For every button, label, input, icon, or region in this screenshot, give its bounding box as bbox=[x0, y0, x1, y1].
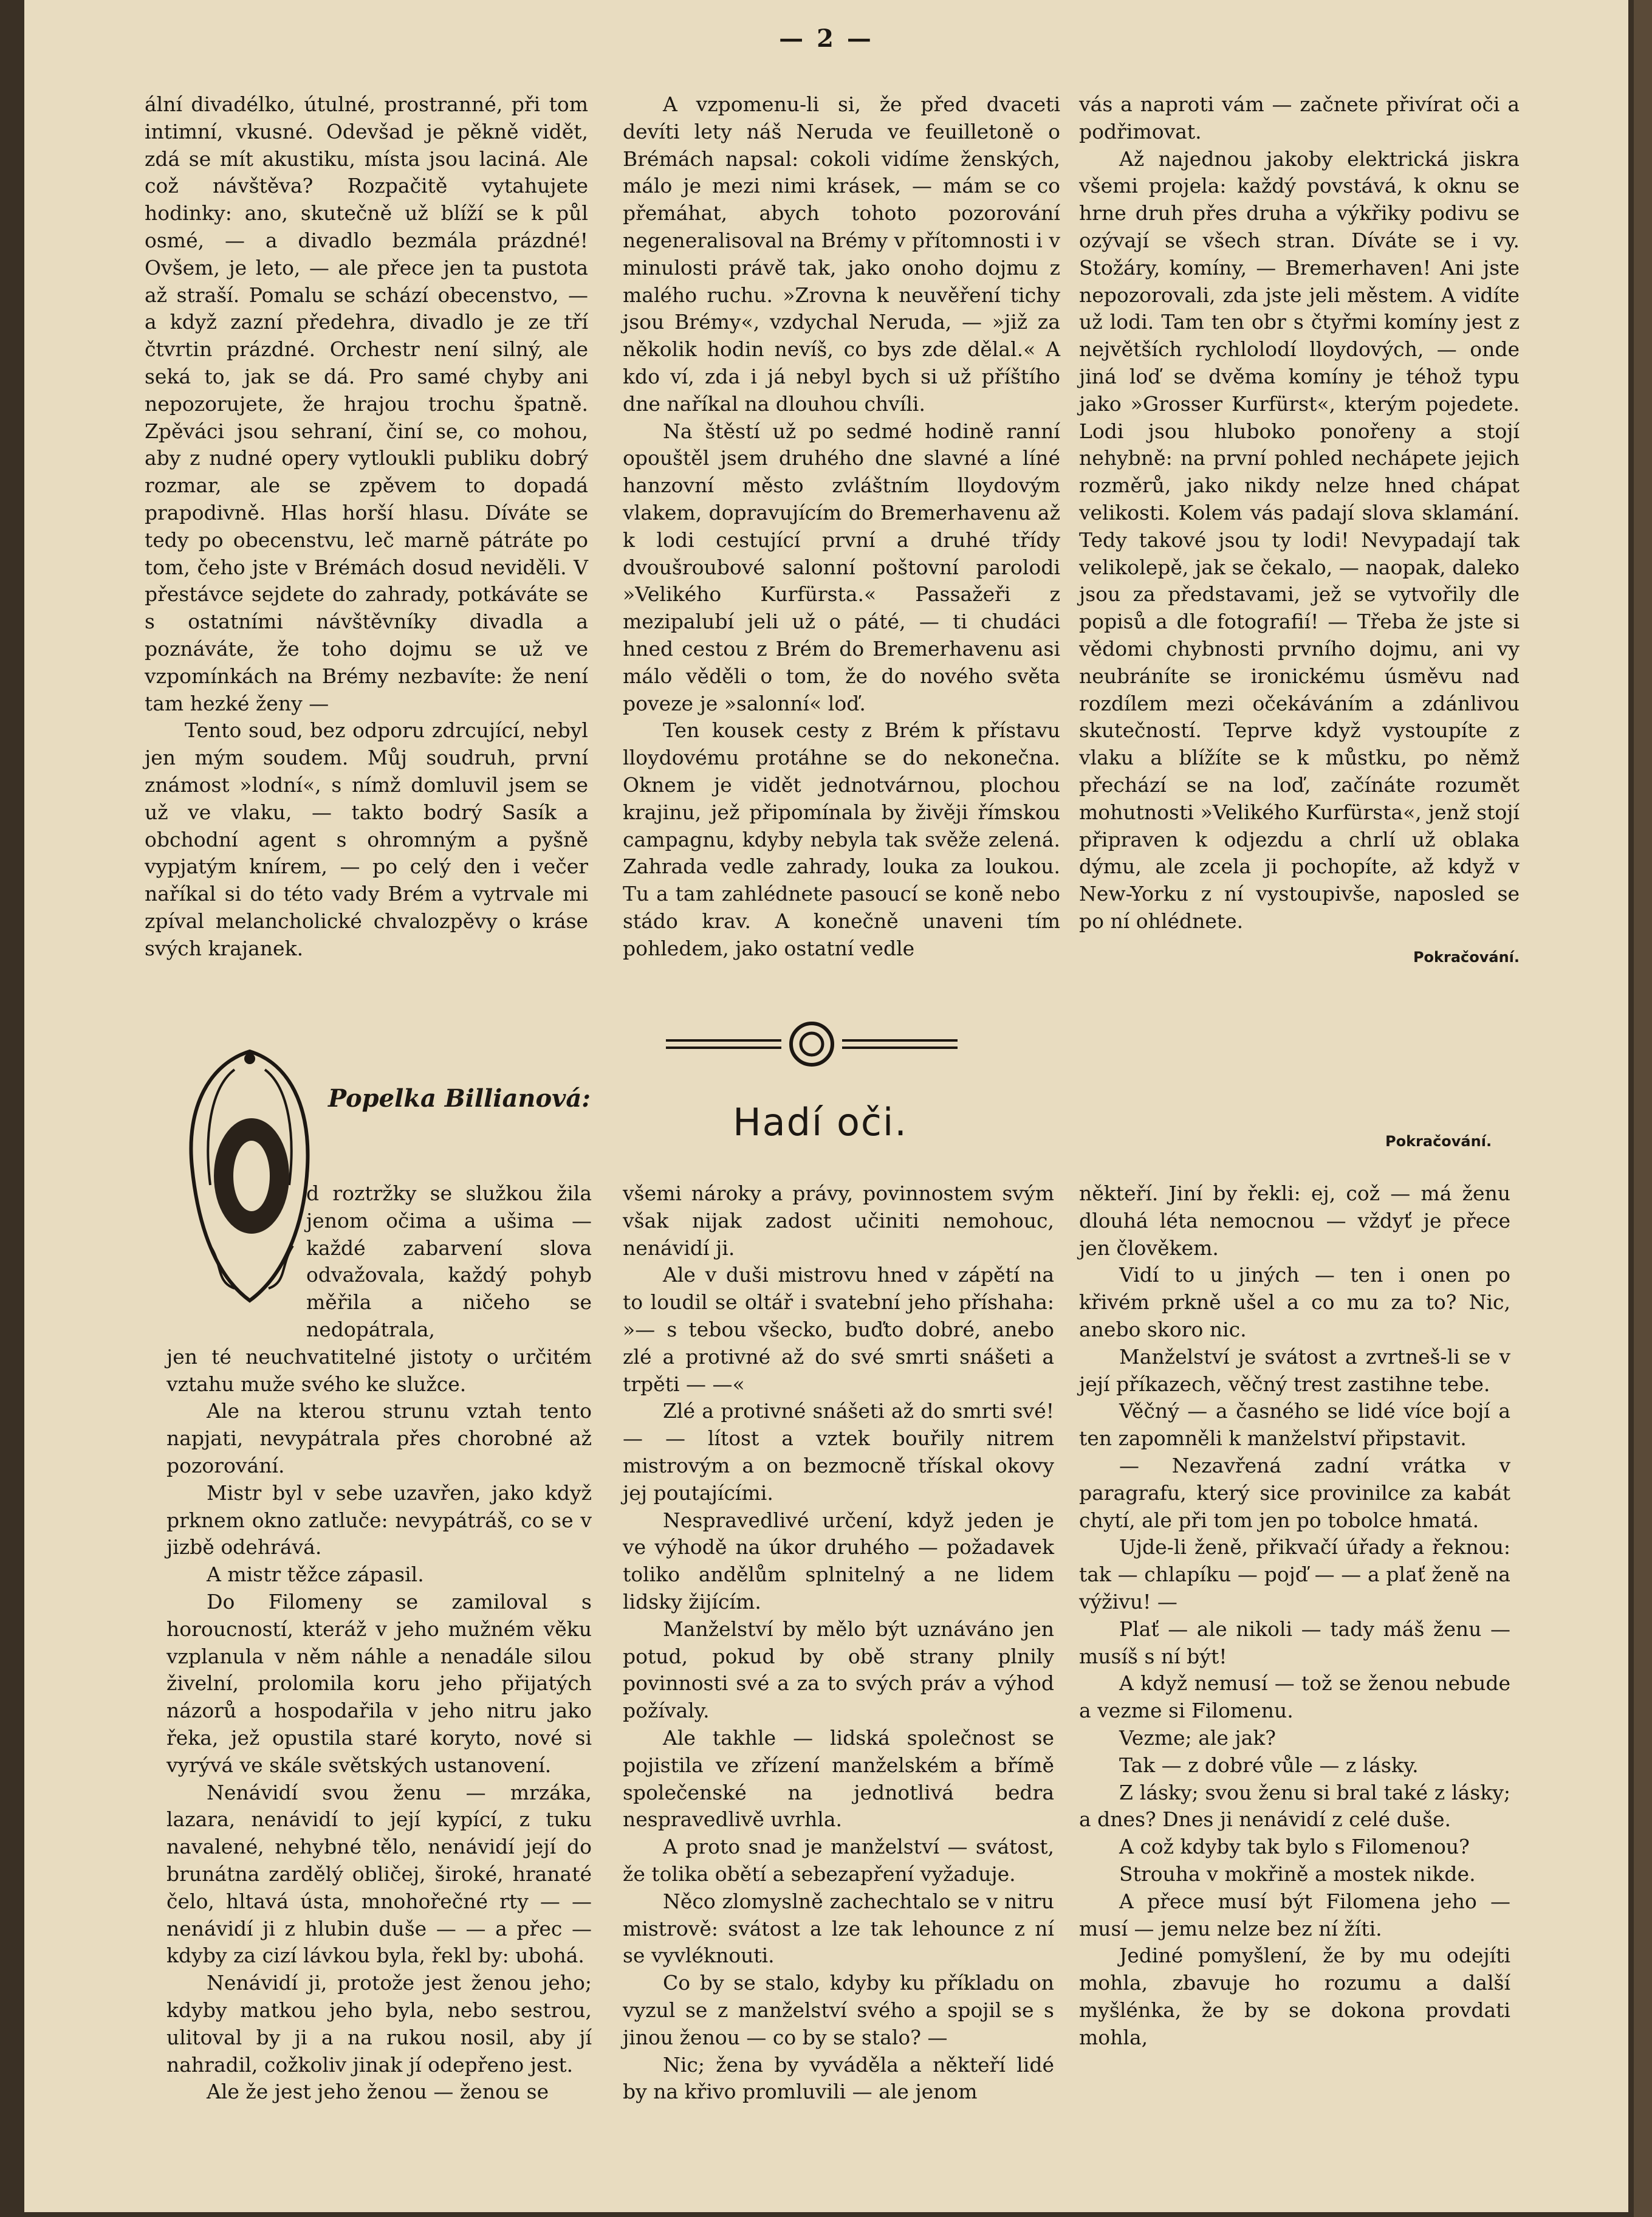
paragraph: Nenávidí svou ženu — mrzáka, lazara, nenávidí to její kypící, z tuku navalené, nehybné tělo, nenávidí její do brunátna zardělý obličej, široké, hranaté čelo, hltavá ústa, mnohořečné rty — — nenávidí ji z hlubin duše — — a přec — kdyby za cizí lávkou byla, řekl by: ubohá. bbox=[166, 1780, 592, 1968]
paragraph: A vzpomenu-li si, že před dvaceti devíti lety náš Neruda ve feuilletoně o Brémách napsal: cokoli vidíme ženských, málo je mezi nimi krásek, — mám se co přemáhat, abych tohoto pozorování negeneralisoval na Brémy v přítomnosti i v minulosti právě tak, jako onoho dojmu z malého ruchu. »Zrovna k neuvěření tichy jsou Brémy«, vzdychal Neruda, — »již za několik hodin nevíš, co bys zde dělal.« A kdo ví, zda i já nebyl bych si už příštího dne naříkal na dlouhou chvíli. bbox=[623, 92, 1060, 416]
upper-column-1 bbox=[145, 91, 588, 963]
paragraph: Ten kousek cesty z Brém k přístavu lloydovému protáhne se do nekonečna. Oknem je vidět jednotvárnou, plochou krajinu, jež připomínala by živěji římskou campagnu, kdyby nebyla tak svěže zelená. Zahrada vedle zahrady, louka za loukou. Tu a tam zahlédnete pasoucí se koně nebo stádo krav. A konečně unaveni tím pohledem, jako ostatní vedle bbox=[623, 718, 1060, 960]
paragraph: Nenávidí ji, protože jest ženou jeho; kdyby matkou jeho byla, nebo sestrou, ulitoval by ji a na rukou nosil, aby jí nahradil, cožkoliv jinak jí odepřeno jest. bbox=[166, 1971, 592, 2077]
paragraph: Tak — z dobré vůle — z lásky. bbox=[1119, 1753, 1419, 1777]
paragraph: Manželství by mělo být uznáváno jen potud, pokud by obě strany plnily povinnosti své a za to svých práv a výhod požívaly. bbox=[623, 1617, 1054, 1723]
page-number: — 2 — bbox=[779, 24, 874, 53]
paragraph: Věčný — a časného se lidé více bojí a ten zapomněli k manželství připstavit. bbox=[1079, 1399, 1510, 1451]
lower-column-3 bbox=[1079, 1180, 1510, 2052]
paragraph: Nic; žena by vyváděla a někteří lidé by na křivo promluvili — ale jenom bbox=[623, 2052, 1054, 2104]
page-edge bbox=[1634, 0, 1652, 2217]
continued-label: Pokračování. bbox=[1385, 1133, 1492, 1150]
divider-ornament bbox=[666, 1014, 958, 1074]
paragraph: A což kdyby tak bylo s Filomenou? bbox=[1119, 1835, 1470, 1859]
continuation-note: Pokračování. bbox=[1413, 948, 1520, 966]
paragraph: Ale že jest jeho ženou — ženou se bbox=[207, 2080, 549, 2104]
paragraph: jen té neuchvatitelné jistoty o určitém vztahu muže svého ke služce. bbox=[166, 1344, 592, 1396]
upper-column-3 bbox=[1079, 91, 1520, 971]
lower-column-2 bbox=[623, 1180, 1054, 2106]
paragraph: Vezme; ale jak? bbox=[1119, 1725, 1276, 1750]
paragraph: vás a naproti vám — začnete přivírat oči a podřimovat. bbox=[1079, 92, 1520, 143]
paragraph: Ale v duši mistrovu hned v zápětí na to loudil se oltář i svatební jeho příshaha: »— s tebou všecko, buďto dobré, anebo zlé a protivné až do své smrti snášeti a trpěti — —« bbox=[623, 1263, 1054, 1396]
paragraph: Na štěstí už po sedmé hodině ranní opouštěl jsem druhého dne slavné a líné hanzovní město zvláštním lloydovým vlakem, dopravujícím do Bremerhavenu až k lodi cestující první a druhé třídy dvoušroubové salonní poštovní parolodi »Velikého Kurfürsta.« Passažeři z mezipalubí jeli už o páté, — ti chudáci hned cestou z Brém do Bremerhavenu asi málo věděli o tom, že do nového světa poveze je »salonní« loď. bbox=[623, 419, 1060, 715]
paragraph: ální divadélko, útulné, prostranné, při tom intimní, vkusné. Odevšad je pěkně vidět, zdá se mít akustiku, místa jsou laciná. Ale což návštěva? Rozpačitě vytahujete hodinky: ano, skutečně už blíží se k půl osmé, — a divadlo bezmála prázdné! Ovšem, je leto, — ale přece jen ta pustota až straší. Pomalu se schází obecenstvo, — a když zazní předehra, divadlo je ze tří čtvrtin prázdné. Orchestr není silný, ale seká to, jak se dá. Pro samé chyby ani nepozorujete, že hrajou trochu špatně. Zpěváci jsou sehraní, činí se, co mohou, aby z nudné opery vytloukli publiku dobrý rozmar, ale se zpěvem to dopadá prapodivně. Hlas horší hlasu. Díváte se tedy po obecenstvu, leč marně pátráte po tom, čeho jste v Brémách dosud neviděli. V přestávce sejdete do zahrady, potkáváte se s ostatními návštěvníky divadla a poznáváte, že toho dojmu se už ve vzpomínkách na Brémy nezbavíte: že není tam hezké ženy — bbox=[145, 92, 588, 715]
paragraph: A když nemusí — tož se ženou nebude a vezme si Filomenu. bbox=[1079, 1671, 1510, 1723]
paragraph: A přece musí být Filomena jeho — musí — jemu nelze bez ní žíti. bbox=[1079, 1889, 1510, 1940]
paragraph: všemi nároky a právy, povinnostem svým však nijak zadost učiniti nemohouc, nenávidí ji. bbox=[623, 1181, 1054, 1260]
paragraph: Manželství je svátost a zvrtneš-li se v její příkazech, věčný trest zastihne tebe. bbox=[1079, 1344, 1510, 1396]
paragraph: — Nezavřená zadní vrátka v paragrafu, který sice provinilce za kabát chytí, ale při tom jen po tobolce hmatá. bbox=[1079, 1453, 1510, 1532]
lower-column-1 bbox=[166, 1180, 592, 2106]
story-title: Hadí oči. bbox=[733, 1100, 908, 1144]
paragraph: Mistr byl v sebe uzavřen, jako když prknem okno zatluče: nevypátráš, co se v jizbě odehrává. bbox=[166, 1480, 592, 1559]
paragraph: Ujde-li ženě, přikvačí úřady a řeknou: tak — chlapíku — pojď — — a plať ženě na výživu! — bbox=[1079, 1535, 1510, 1614]
paragraph: Ale takhle — lidská společnost se pojistila ve zřízení manželském a břímě společenské na jednotlivá bedra nespravedlivě uvrhla. bbox=[623, 1725, 1054, 1832]
paragraph: Z lásky; svou ženu si bral také z lásky; a dnes? Dnes ji nenávidí z celé duše. bbox=[1079, 1780, 1510, 1832]
paragraph: Jediné pomyšlení, že by mu odejíti mohla, zbavuje ho rozumu a další myšlénka, že by se dokona provdati mohla, bbox=[1079, 1944, 1510, 2049]
paragraph: Plať — ale nikoli — tady máš ženu — musíš s ní být! bbox=[1079, 1617, 1510, 1668]
paragraph: d roztržky se služkou žila jenom očima a ušima — každé zabarvení slova odvažovala, každý pohyb měřila a ničeho se nedopátrala, bbox=[306, 1181, 592, 1341]
paragraph: A mistr těžce zápasil. bbox=[207, 1562, 424, 1587]
newspaper-page bbox=[24, 0, 1628, 2212]
paragraph: Nespravedlivé určení, když jeden je ve výhodě na úkor druhého — požadavek toliko andělům splnitelný a ne lidem lidsky žijícím. bbox=[623, 1508, 1054, 1614]
paragraph: Co by se stalo, kdyby ku příkladu on vyzul se z manželství svého a spojil se s jinou ženou — co by se stalo? — bbox=[623, 1971, 1054, 2049]
paragraph: Zlé a protivné snášeti až do smrti své! — — lítost a vztek bouřily nitrem mistrovým a on bezmocně třískal okovy jej poutajícími. bbox=[623, 1399, 1054, 1505]
paragraph: Tento soud, bez odporu zdrcující, nebyl jen mým soudem. Můj soudruh, první známost »lodní«, s nímž domluvil jsem se už ve vlaku, — takto bodrý Sasík a obchodní agent s ohromným a pyšně vypjatým knírem, — po celý den i večer naříkal si do této vady Brém a vytrvale mi zpíval melancholické chvalozpěvy o kráse svých krajanek. bbox=[145, 718, 588, 960]
paragraph: Ale na kterou strunu vztah tento napjati, nevypátrala přes chorobné až pozorování. bbox=[166, 1399, 592, 1477]
paragraph: Do Filomeny se zamiloval s horoucností, kteráž v jeho mužném věku vzplanula v něm náhle a nenadále silou živelní, prolomila koru jeho přijatých názorů a hospodařila v jeho nitru jako řeka, jež opustila staré koryto, nové si vyrývá ve skále světských ustanovení. bbox=[166, 1589, 592, 1777]
dropcap-text-block bbox=[166, 1180, 592, 1344]
paragraph: A proto snad je manželství — svátost, že tolika obětí a sebezapření vyžaduje. bbox=[623, 1835, 1054, 1886]
paragraph: Vidí to u jiných — ten i onen po křivém prkně ušel a co mu za to? Nic, anebo skoro nic. bbox=[1079, 1263, 1510, 1341]
upper-column-2 bbox=[623, 91, 1060, 963]
paragraph: Až najednou jakoby elektrická jiskra všemi projela: každý povstává, k oknu se hrne druh přes druha a výkřiky podivu se ozývají se všech stran. Díváte se i vy. Stožáry, komíny, — Bremerhaven! Ani jste nepozorovali, zda jste jeli městem. A vidíte už lodi. Tam ten obr s čtyřmi komíny jest z největších rychlolodí lloydových, — onde jiná loď se dvěma komíny je téhož typu jako »Grosser Kurfürst«, kterým pojedete. Lodi jsou hluboko ponořeny a stojí nehybně: na první pohled nechápete jejich rozměrů, jako nikdy nelze hned chápat velikosti. Kolem vás padají slova sklamání. Tedy takové jsou ty lodi! Nevypadají tak velikolepě, jak se čekalo, — naopak, daleko jsou za představami, jež se vytvořily dle popisů a dle fotografií! — Třeba že jste si vědomi chybnosti prvního dojmu, ani vy neubráníte se ironickému úsměvu nad rozdílem mezi očekáváním a zdánlivou skutečností. Teprve když vystoupíte z vlaku a blížíte se k můstku, po němž přechází se na loď, začínáte rozumět mohutnosti »Velikého Kurfürsta«, jenž stojí připraven k odjezdu a chrlí už oblaka dýmu, ale zcela ji pochopíte, až když v New-Yorku z ní vystoupivše, naposled se po ní ohlédnete. bbox=[1079, 146, 1520, 933]
story-author: Popelka Billianová: bbox=[328, 1084, 591, 1113]
paragraph: Strouha v mokřině a mostek nikde. bbox=[1119, 1861, 1476, 1886]
paragraph: někteří. Jiní by řekli: ej, což — má ženu dlouhá léta nemocnou — vždyť je přece jen člověkem. bbox=[1079, 1181, 1510, 1260]
paragraph: Něco zlomyslně zachechtalo se v nitru mistrově: svátost a lze tak lehounce z ní se vyvléknouti. bbox=[623, 1889, 1054, 1968]
